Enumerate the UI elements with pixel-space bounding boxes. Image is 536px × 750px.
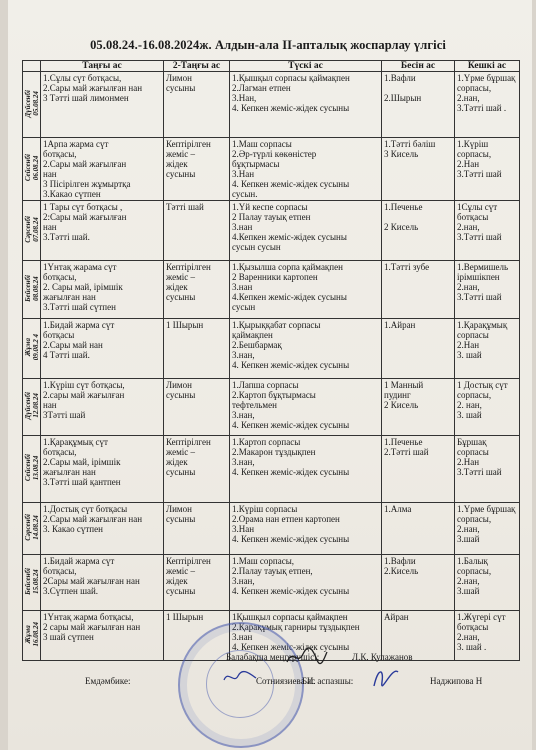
- dinner-cell: 1.Үрме бұршақ сорпасы, 2.нан, 3.Тәтті шай .: [455, 72, 520, 138]
- day-cell: [23, 503, 41, 555]
- breakfast2-cell: Лимон сусыны: [164, 72, 230, 138]
- breakfast2-cell: Кептірілген жеміс – жідек сусыны: [164, 261, 230, 319]
- dinner-cell: 1 Достық сүт сорпасы, 2. нан, 3. шай: [455, 379, 520, 436]
- dinner-cell: Бұршақ сорпасы 2.Нан 3.Тәтті шай: [455, 436, 520, 503]
- breakfast2-cell: Кептірілген жеміс – жідек сусыны: [164, 436, 230, 503]
- snack-cell: 1 Манный пудинг 2 Кисель: [382, 379, 455, 436]
- breakfast-cell: 1Үнтақ жарма ботқасы, 2 сары май жағылған нан 3 шай сүтпен: [41, 611, 164, 661]
- breakfast-cell: 1.Бидай жарма сүт ботқасы 2.Сары май нан 4 Тәтті шай.: [41, 319, 164, 379]
- day-cell: [23, 319, 41, 379]
- cook-label: Бас аспазшы:: [302, 676, 354, 686]
- header-day: [23, 61, 41, 72]
- breakfast2-cell: Лимон сусыны: [164, 503, 230, 555]
- day-cell: [23, 379, 41, 436]
- header-snack: Бесін ас: [382, 61, 455, 72]
- table-row: [23, 201, 520, 261]
- dinner-cell: 1Сұлы сүт ботқасы 2.нан, 3.Тәтті шай: [455, 201, 520, 261]
- header-breakfast: Таңғы ас: [41, 61, 164, 72]
- header-dinner: Кешкі ас: [455, 61, 520, 72]
- director-label: Балабақша меңгерушісі:: [226, 652, 320, 662]
- breakfast2-cell: Кептірілген жеміс – жідек сусыны: [164, 138, 230, 201]
- dinner-cell: 1.Жүгері сүт ботқасы 2.нан, 3. шай .: [455, 611, 520, 661]
- snack-cell: 1.Айран: [382, 319, 455, 379]
- breakfast-cell: 1Арпа жарма сүт ботқасы, 2.Сары май жағылған нан 3 Пісірілген жұмыртқа 3.Какао сүтпен: [41, 138, 164, 201]
- cook-name: Наджипова Н: [430, 676, 483, 686]
- table-row: [23, 555, 520, 611]
- dinner-cell: 1.Күріш сорпасы, 2.Нан 3.Тәтті шай: [455, 138, 520, 201]
- director-name: Л.К. Кулажанов: [352, 652, 413, 662]
- day-label: Сәрсенбі 14.08.24: [23, 514, 40, 541]
- breakfast2-cell: 1 Шырын: [164, 319, 230, 379]
- dinner-cell: 1.Балық сорпасы, 2.нан, 3.шай: [455, 555, 520, 611]
- snack-cell: 1.Тәтті бәліш 3 Кисель: [382, 138, 455, 201]
- lunch-cell: 1.Картоп сорпасы 2.Макарон тұздықпен 3.нан, 4. Кепкен жеміс-жідек сусыны: [230, 436, 382, 503]
- table-row: [23, 379, 520, 436]
- table-row: [23, 138, 520, 201]
- snack-cell: 1.Печенье 2 Кисель: [382, 201, 455, 261]
- day-label: Жұма 16.08.24: [23, 622, 40, 647]
- snack-cell: 1.Вафли 2.Кисель: [382, 555, 455, 611]
- dinner-cell: 1.Вермишель ірімшікпен 2.нан, 3.Тәтті шай: [455, 261, 520, 319]
- table-row: [23, 436, 520, 503]
- day-label: Сейсенбі 06.08.24: [23, 154, 40, 182]
- breakfast-cell: 1Үнтақ жарама сүт ботқасы, 2. Сары май, ірімшік жағылған нан 3.Тәтті шай сүтпен: [41, 261, 164, 319]
- day-cell: [23, 72, 41, 138]
- day-label: Жұма 09.08.2 4: [23, 334, 40, 361]
- day-label: Сәрсенбі 07.08.24: [23, 216, 40, 243]
- nurse-label: Емдәмбике:: [85, 676, 131, 686]
- lunch-cell: 1.Маш сорпасы 2.Әр-түрлі көкөністер бұқтырмасы 3.Нан 4. Кепкен жеміс-жідек сусыны сусын.: [230, 138, 382, 201]
- document-title: 05.08.24.-16.08.2024ж. Алдын-ала ІІ-апталық жоспарлау үлгісі: [90, 38, 446, 52]
- day-label: Бейсенбі 08.08.24: [23, 275, 40, 302]
- lunch-cell: 1.Лапша сорпасы 2.Картоп бұқтырмасы тефтельмен 3.нан, 4. Кепкен жеміс-жідек сусыны: [230, 379, 382, 436]
- breakfast-cell: 1.Күріш сүт ботқасы, 2.сары май жағылған нан 3Тәтті шай: [41, 379, 164, 436]
- snack-cell: 1.Алма: [382, 503, 455, 555]
- nurse-signature: [222, 668, 258, 686]
- lunch-cell: 1.Үй кеспе сорпасы 2 Палау тауық етпен 3.нан 4.Кепкен жеміс-жідек сусыны сусын сусын: [230, 201, 382, 261]
- meal-plan-table: [22, 60, 520, 661]
- lunch-cell: 1.Маш сорпасы, 2.Палау тауық етпен, 3.нан, 4. Кепкен жеміс-жідек сусыны: [230, 555, 382, 611]
- snack-cell: Айран: [382, 611, 455, 661]
- breakfast2-cell: Лимон сусыны: [164, 379, 230, 436]
- day-cell: [23, 611, 41, 661]
- dinner-cell: 1.Үрме бұршақ сорпасы, 2.нан, 3.шай: [455, 503, 520, 555]
- breakfast2-cell: 1 Шырын: [164, 611, 230, 661]
- table-row: [23, 72, 520, 138]
- breakfast-cell: 1.Сұлы сүт ботқасы, 2.Сары май жағылған нан 3 Тәтті шай лимонмен: [41, 72, 164, 138]
- lunch-cell: 1.Қышқыл сорпасы қаймақпен 2.Лагман етпен 3.Нан, 4. Кепкен жеміс-жідек сусыны: [230, 72, 382, 138]
- day-label: Сейсенбі 13.08.24: [23, 454, 40, 482]
- breakfast-cell: 1 Тары сүт ботқасы , 2:Сары май жағылған нан 3.Тәтті шай.: [41, 201, 164, 261]
- day-cell: [23, 261, 41, 319]
- day-label: Бейсенбі 15.08.24: [23, 568, 40, 595]
- header-second-breakfast: 2-Таңғы ас: [164, 61, 230, 72]
- breakfast2-cell: Тәтті шай: [164, 201, 230, 261]
- lunch-cell: 1.Қырыққабат сорпасы қаймақпен 2.Бешбармақ 3.нан, 4. Кепкен жеміс-жідек сусыны: [230, 319, 382, 379]
- day-label: Дүйсенбі 05.08.24: [23, 89, 40, 118]
- snack-cell: 1.Вафли 2.Шырын: [382, 72, 455, 138]
- breakfast-cell: 1.Бидай жарма сүт ботқасы, 2Сары май жағылған нан 3.Сүтпен шай.: [41, 555, 164, 611]
- snack-cell: 1.Тәтті зубе: [382, 261, 455, 319]
- lunch-cell: 1Қышқыл сорпасы қаймақпен 2.Қарақұмық гарниры тұздықпен 3.нан 4. Кепкен жеміс-жідек сусыны: [230, 611, 382, 661]
- nurse-name: Сотниязиева И.: [256, 676, 316, 686]
- breakfast-cell: 1.Қарақұмық сүт ботқасы, 2.Сары май, ірімшік жағылған нан 3.Тәтті шай қантпен: [41, 436, 164, 503]
- dinner-cell: 1.Қарақұмық сорпасы 2.Нан 3. шай: [455, 319, 520, 379]
- lunch-cell: 1.Күріш сорпасы 2.Орама нан етпен картопен 3.Нан 4. Кепкен жеміс-жідек сусыны: [230, 503, 382, 555]
- day-cell: [23, 555, 41, 611]
- day-cell: [23, 436, 41, 503]
- cook-signature: [370, 664, 402, 690]
- day-label: Дүйсенбі 12.08.24: [23, 392, 40, 420]
- table-header-row: [23, 61, 520, 72]
- day-cell: [23, 138, 41, 201]
- header-lunch: Түскі ас: [230, 61, 382, 72]
- table-row: [23, 261, 520, 319]
- table-row: [23, 503, 520, 555]
- breakfast-cell: 1.Достық сүт ботқасы 2.Сары май жағылған нан 3. Какао сүтпен: [41, 503, 164, 555]
- table-row: [23, 319, 520, 379]
- breakfast2-cell: Кептірілген жеміс – жідек сусыны: [164, 555, 230, 611]
- day-cell: [23, 201, 41, 261]
- lunch-cell: 1.Қызылша сорпа қаймақпен 2 Варенники картопен 3.нан 4.Кепкен жеміс-жідек сусыны сусын: [230, 261, 382, 319]
- snack-cell: 1.Печенье 2.Тәтті шай: [382, 436, 455, 503]
